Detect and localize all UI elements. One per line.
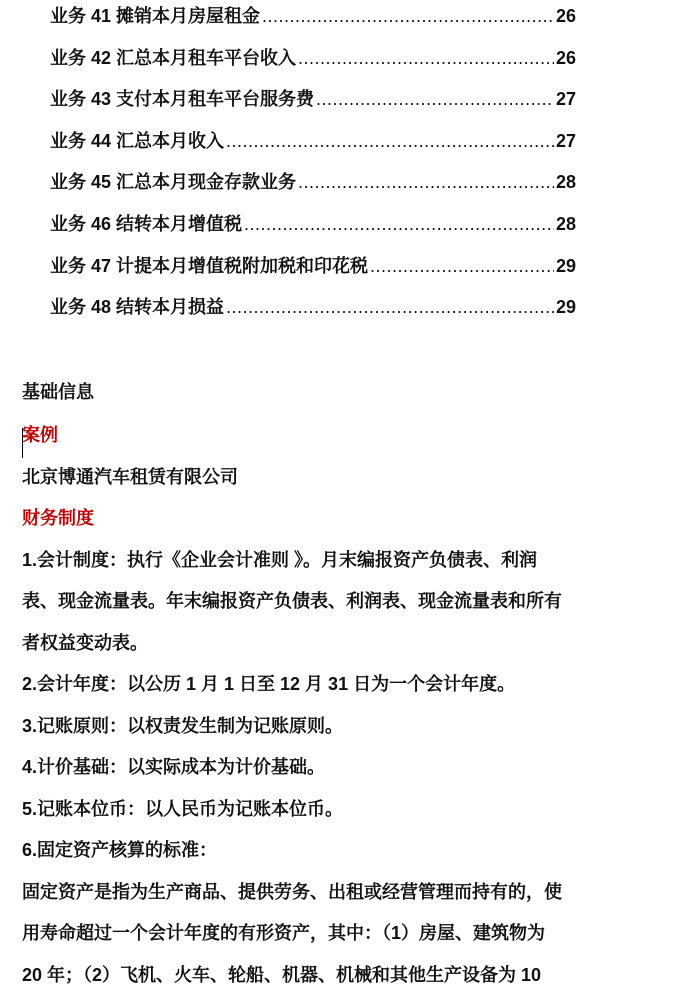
toc-entry-title: 业务 43 支付本月租车平台服务费 <box>50 89 315 110</box>
section-title: 基础信息 <box>22 382 94 402</box>
toc-entry-title: 业务 42 汇总本月租车平台收入 <box>50 47 297 68</box>
paragraph-line: 用寿命超过一个会计年度的有形资产，其中：（1）房屋、建筑物为 <box>22 923 546 943</box>
toc-entry[interactable] <box>50 121 576 163</box>
toc-leader-dots <box>370 246 554 288</box>
document-body <box>22 372 582 996</box>
toc-entry-title: 业务 44 汇总本月收入 <box>50 130 225 151</box>
paragraph-line: 3.记账原则：以权责发生制为记账原则。 <box>22 715 344 736</box>
paragraph-line: 者权益变动表。 <box>22 632 148 653</box>
paragraph-line: 5.记账本位币：以人民币为记账本位币。 <box>22 798 344 819</box>
paragraph-line: 1.会计制度：执行《企业会计准则 》。月末编报资产负债表、利润 <box>22 549 538 570</box>
toc-entry-page: 27 <box>555 89 576 110</box>
toc-leader-dots <box>262 0 554 38</box>
toc-entry-page: 29 <box>555 255 576 276</box>
toc-entry-title: 业务 46 结转本月增值税 <box>50 213 243 234</box>
toc-entry-page: 26 <box>555 6 576 26</box>
toc-entry-page: 26 <box>555 47 576 68</box>
toc-leader-dots <box>226 121 554 163</box>
toc-entry-page: 28 <box>555 213 576 234</box>
paragraph-line: 4.计价基础：以实际成本为计价基础。 <box>22 757 326 777</box>
paragraph-line: 固定资产是指为生产商品、提供劳务、出租或经营管理而持有的，使 <box>22 881 562 902</box>
toc-leader-dots <box>244 204 554 246</box>
toc-entry[interactable] <box>50 204 576 246</box>
toc-entry-title: 业务 48 结转本月损益 <box>50 297 225 318</box>
toc-entry[interactable] <box>50 162 576 204</box>
toc-entry-title: 业务 41 摊销本月房屋租金 <box>50 6 261 26</box>
toc-entry-page: 27 <box>555 130 576 151</box>
toc-entry[interactable] <box>50 287 576 329</box>
paragraph-line: 20 年；（2）飞机、火车、轮船、机器、机械和其他生产设备为 10 <box>22 964 542 985</box>
toc-entry-page: 29 <box>555 297 576 318</box>
toc-entry[interactable] <box>50 0 576 38</box>
toc-entry[interactable] <box>50 246 576 288</box>
toc-entry-title: 业务 47 计提本月增值税附加税和印花税 <box>50 255 369 276</box>
toc-entry[interactable] <box>50 38 576 80</box>
table-of-contents <box>50 0 576 333</box>
toc-leader-dots <box>316 79 554 121</box>
toc-leader-dots <box>298 38 554 80</box>
finance-heading: 财务制度 <box>22 508 94 528</box>
toc-entry-title: 业务 45 汇总本月现金存款业务 <box>50 172 297 193</box>
paragraph-line: 2.会计年度：以公历 1 月 1 日至 12 月 31 日为一个会计年度。 <box>22 674 516 694</box>
paragraph-line: 表、现金流量表。年末编报资产负债表、利润表、现金流量表和所有 <box>22 591 562 611</box>
case-heading: 案例 <box>22 424 58 445</box>
toc-leader-dots <box>298 162 554 204</box>
toc-leader-dots <box>226 287 554 329</box>
company-name: 北京博通汽车租赁有限公司 <box>22 466 238 487</box>
toc-entry-page: 28 <box>555 172 576 193</box>
paragraph-line: 6.固定资产核算的标准： <box>22 840 218 860</box>
toc-entry[interactable] <box>50 79 576 121</box>
